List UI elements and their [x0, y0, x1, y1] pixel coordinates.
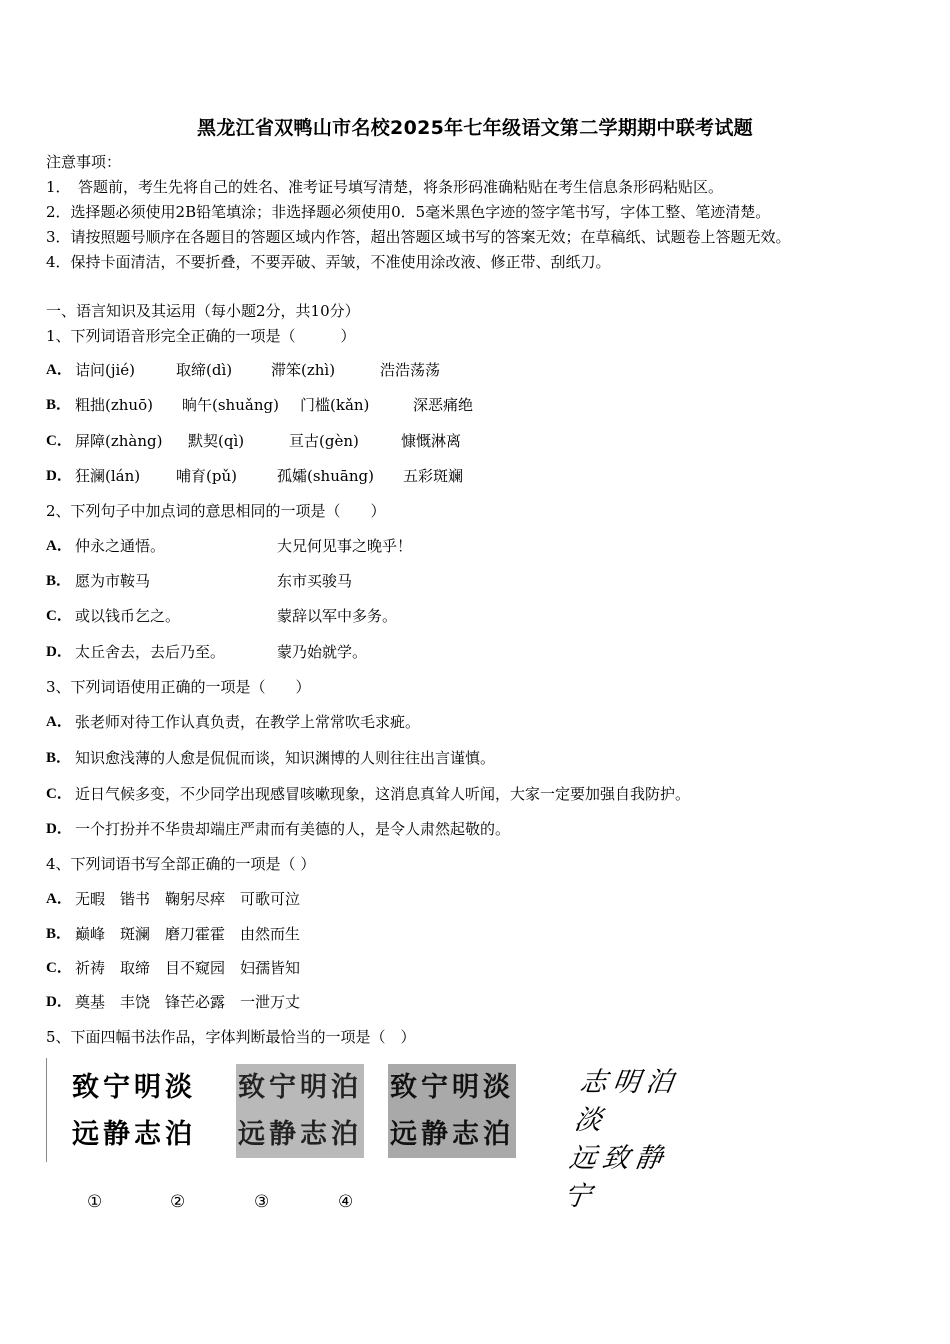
q3-option-letter: D．	[46, 821, 72, 837]
calligraphy-panel-4	[561, 1064, 710, 1212]
image-border	[46, 1058, 47, 1162]
question-5-stem: 5、下面四幅书法作品，字体判断最恰当的一项是（ ）	[46, 1028, 416, 1046]
panel-number: ③	[254, 1192, 270, 1212]
q1-option-letter: A．	[46, 362, 72, 378]
q1-option-item: 门槛(kǎn)	[300, 396, 370, 414]
panel-number: ②	[170, 1192, 186, 1212]
q1-option-item: 粗拙(zhuō)	[75, 396, 153, 414]
q2-option-right: 蒙乃始就学。	[277, 643, 368, 661]
question-4-stem: 4、下列词语书写全部正确的一项是（ ）	[46, 855, 316, 873]
q1-option-item: 哺育(pǔ)	[176, 467, 237, 485]
q1-option-item: 五彩斑斓	[403, 467, 464, 485]
q2-option-left: 或以钱币乞之。	[75, 607, 181, 625]
q2-option-right: 大兄何见事之晚乎！	[277, 537, 413, 555]
note-item: 3．请按照题号顺序在各题目的答题区域内作答，超出答题区域书写的答案无效；在草稿纸、试题卷上答题无效。	[46, 228, 791, 246]
q2-option-letter: B．	[46, 573, 72, 589]
q2-option-letter: D．	[46, 644, 72, 660]
q4-option-text: 无暇 锴书 鞠躬尽瘁 可歌可泣	[75, 890, 301, 908]
q2-option-left: 愿为市鞍马	[75, 572, 151, 590]
note-item: 4．保持卡面清洁，不要折叠，不要弄破、弄皱，不准使用涂改液、修正带、刮纸刀。	[46, 253, 611, 271]
q4-option-text: 祈祷 取缔 目不窥园 妇孺皆知	[75, 959, 301, 977]
q1-option-letter: B．	[46, 397, 72, 413]
q3-option-text: 知识愈浅薄的人愈是侃侃而谈，知识渊博的人则往往出言谨慎。	[75, 749, 496, 767]
q3-option-letter: B．	[46, 750, 72, 766]
calligraphy-panel-2	[236, 1064, 364, 1158]
q3-option-letter: A．	[46, 714, 72, 730]
calligraphy-panel-3	[388, 1064, 516, 1158]
q1-option-item: 诘问(jié)	[75, 361, 136, 379]
q2-option-left: 仲永之通悟。	[75, 537, 166, 555]
q4-option-letter: D．	[46, 994, 72, 1010]
q2-option-left: 太丘舍去，去后乃至。	[75, 643, 226, 661]
q1-option-letter: C．	[46, 433, 72, 449]
q1-option-item: 狂澜(lán)	[75, 467, 141, 485]
q2-option-right: 蒙辞以军中多务。	[277, 607, 398, 625]
q1-option-letter: D．	[46, 468, 72, 484]
question-3-stem: 3、下列词语使用正确的一项是（ ）	[46, 678, 311, 696]
q3-option-text: 近日气候多变，不少同学出现感冒咳嗽现象，这消息真耸人听闻，大家一定要加强自我防护。	[75, 785, 691, 803]
q4-option-text: 巅峰 斑澜 磨刀霍霍 由然而生	[75, 925, 301, 943]
question-1-stem: 1、下列词语音形完全正确的一项是（ ）	[46, 327, 356, 345]
q1-option-item: 屏障(zhàng)	[75, 432, 163, 450]
calligraphy-row: 致宁明淡	[72, 1071, 196, 1103]
q4-option-letter: B．	[46, 926, 72, 942]
note-item: 2．选择题必须使用2B铅笔填涂；非选择题必须使用0．5毫米黑色字迹的签字笔书写，字体工整、笔迹清楚。	[46, 203, 771, 221]
q4-option-letter: A．	[46, 891, 72, 907]
q1-option-item: 浩浩荡荡	[380, 361, 441, 379]
q1-option-item: 晌午(shuǎng)	[182, 396, 279, 414]
panel-number: ①	[87, 1192, 103, 1212]
q1-option-item: 滞笨(zhì)	[271, 361, 336, 379]
page-title: 黑龙江省双鸭山市名校2025年七年级语文第二学期期中联考试题	[197, 117, 753, 139]
q1-option-item: 默契(qì)	[188, 432, 245, 450]
q3-option-letter: C．	[46, 786, 72, 802]
q2-option-letter: A．	[46, 538, 72, 554]
notes-heading: 注意事项：	[46, 153, 122, 171]
q2-option-right: 东市买骏马	[277, 572, 353, 590]
q4-option-text: 奠基 丰饶 锋芒必露 一泄万丈	[75, 993, 301, 1011]
calligraphy-row: 志明泊淡	[572, 1067, 682, 1136]
q1-option-item: 慷慨淋离	[401, 432, 462, 450]
q1-option-item: 深恶痛绝	[413, 396, 474, 414]
note-item: 1． 答题前，考生先将自己的姓名、准考证号填写清楚，将条形码准确粘贴在考生信息条形码粘贴区。	[46, 178, 724, 196]
panel-number: ④	[338, 1192, 354, 1212]
calligraphy-row: 远静志泊	[72, 1118, 196, 1150]
calligraphy-panel-1	[70, 1064, 198, 1158]
q1-option-item: 孤孀(shuāng)	[277, 467, 374, 485]
section-heading: 一、语言知识及其运用（每小题2分，共10分）	[46, 302, 360, 320]
calligraphy-row: 致宁明淡	[390, 1071, 514, 1103]
question-2-stem: 2、下列句子中加点词的意思相同的一项是（ ）	[46, 502, 386, 520]
q2-option-letter: C．	[46, 608, 72, 624]
calligraphy-row: 远静志泊	[390, 1118, 514, 1150]
q3-option-text: 张老师对待工作认真负责，在教学上常常吹毛求疵。	[75, 713, 421, 731]
calligraphy-row: 远静志泊	[238, 1118, 362, 1150]
calligraphy-row: 远致静宁	[561, 1143, 671, 1212]
q3-option-text: 一个打扮并不华贵却端庄严肃而有美德的人，是令人肃然起敬的。	[75, 820, 511, 838]
q1-option-item: 取缔(dì)	[176, 361, 233, 379]
q4-option-letter: C．	[46, 960, 72, 976]
q1-option-item: 亘古(gèn)	[289, 432, 359, 450]
calligraphy-row: 致宁明泊	[238, 1071, 362, 1103]
